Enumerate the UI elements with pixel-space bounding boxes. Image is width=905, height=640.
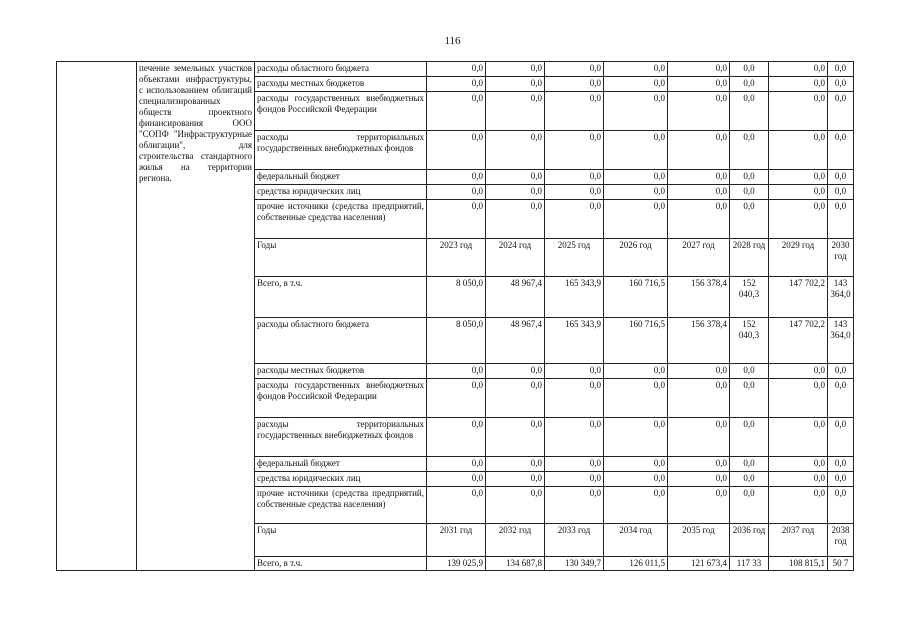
value-cell: 48 967,4 — [486, 318, 545, 364]
source-name: расходы областного бюджета — [255, 318, 427, 364]
year-cell: 2029 год — [769, 239, 828, 277]
value-cell: 0,0 — [545, 487, 604, 524]
value-cell: 0,0 — [730, 457, 769, 472]
value-cell: 0,0 — [730, 200, 769, 239]
value-cell: 0,0 — [604, 185, 668, 200]
value-cell: 0,0 — [668, 364, 730, 379]
year-cell: 2024 год — [486, 239, 545, 277]
value-cell: 0,0 — [486, 487, 545, 524]
value-cell: 0,0 — [427, 77, 486, 92]
value-cell: 0,0 — [427, 457, 486, 472]
table-row — [57, 62, 854, 77]
value-cell: 0,0 — [828, 487, 854, 524]
year-cell: 2026 год — [604, 239, 668, 277]
value-cell: 0,0 — [828, 170, 854, 185]
value-cell: 0,0 — [828, 92, 854, 131]
value-cell: 165 343,9 — [545, 277, 604, 318]
value-cell: 0,0 — [604, 457, 668, 472]
value-cell: 0,0 — [668, 185, 730, 200]
years-label: Годы — [255, 239, 427, 277]
value-cell: 0,0 — [730, 170, 769, 185]
value-cell: 0,0 — [730, 131, 769, 170]
value-cell: 126 011,5 — [604, 557, 668, 571]
value-cell: 134 687,8 — [486, 557, 545, 571]
year-cell: 2023 год — [427, 239, 486, 277]
value-cell: 0,0 — [545, 200, 604, 239]
source-name: расходы территориальных государственных внебюджетных фондов — [255, 418, 427, 457]
value-cell: 165 343,9 — [545, 318, 604, 364]
value-cell: 0,0 — [730, 92, 769, 131]
source-name: расходы государственных внебюджетных фондов Российской Федерации — [255, 379, 427, 418]
value-cell: 0,0 — [545, 77, 604, 92]
value-cell: 0,0 — [604, 170, 668, 185]
year-cell: 2037 год — [769, 524, 828, 557]
value-cell: 0,0 — [486, 379, 545, 418]
value-cell: 0,0 — [604, 200, 668, 239]
year-cell: 2035 год — [668, 524, 730, 557]
value-cell: 156 378,4 — [668, 277, 730, 318]
value-cell: 0,0 — [668, 131, 730, 170]
source-name: Всего, в т.ч. — [255, 277, 427, 318]
value-cell: 0,0 — [730, 379, 769, 418]
value-cell: 0,0 — [828, 457, 854, 472]
value-cell: 0,0 — [545, 457, 604, 472]
value-cell: 139 025,9 — [427, 557, 486, 571]
value-cell: 0,0 — [769, 364, 828, 379]
value-cell: 0,0 — [486, 131, 545, 170]
value-cell: 0,0 — [427, 200, 486, 239]
year-cell: 2038 год — [828, 524, 854, 557]
measure-description: печение земельных участков объектами инфраструктуры, с использованием облигаций специализированных обществ проектного финансирования ООО "СОПФ "Инфраструктурные облигации", для строительства стандартного жилья на территории региона. — [137, 62, 255, 571]
value-cell: 0,0 — [604, 77, 668, 92]
value-cell: 48 967,4 — [486, 277, 545, 318]
value-cell: 0,0 — [668, 472, 730, 487]
value-cell: 0,0 — [828, 472, 854, 487]
value-cell: 0,0 — [769, 200, 828, 239]
value-cell: 0,0 — [668, 170, 730, 185]
value-cell: 0,0 — [427, 185, 486, 200]
year-cell: 2028 год — [730, 239, 769, 277]
value-cell: 0,0 — [427, 418, 486, 457]
source-name: прочие источники (средства предприятий, собственные средства населения) — [255, 200, 427, 239]
value-cell: 0,0 — [730, 418, 769, 457]
value-cell: 152 040,3 — [730, 318, 769, 364]
value-cell: 0,0 — [769, 379, 828, 418]
value-cell: 0,0 — [769, 418, 828, 457]
value-cell: 0,0 — [769, 92, 828, 131]
value-cell: 0,0 — [427, 131, 486, 170]
value-cell: 0,0 — [427, 170, 486, 185]
value-cell: 0,0 — [545, 472, 604, 487]
value-cell: 0,0 — [486, 472, 545, 487]
value-cell: 143 364,0 — [828, 277, 854, 318]
source-name: расходы областного бюджета — [255, 62, 427, 77]
value-cell: 0,0 — [486, 62, 545, 77]
value-cell: 0,0 — [828, 364, 854, 379]
value-cell: 0,0 — [668, 379, 730, 418]
source-name: прочие источники (средства предприятий, собственные средства населения) — [255, 487, 427, 524]
value-cell: 0,0 — [769, 131, 828, 170]
source-name: федеральный бюджет — [255, 170, 427, 185]
value-cell: 0,0 — [730, 62, 769, 77]
value-cell: 143 364,0 — [828, 318, 854, 364]
year-cell: 2027 год — [668, 239, 730, 277]
value-cell: 0,0 — [604, 131, 668, 170]
year-cell: 2032 год — [486, 524, 545, 557]
value-cell: 0,0 — [668, 418, 730, 457]
value-cell: 0,0 — [427, 472, 486, 487]
value-cell: 0,0 — [545, 418, 604, 457]
value-cell: 0,0 — [604, 487, 668, 524]
value-cell: 0,0 — [545, 62, 604, 77]
value-cell: 0,0 — [486, 92, 545, 131]
value-cell: 0,0 — [604, 418, 668, 457]
value-cell: 0,0 — [545, 131, 604, 170]
value-cell: 0,0 — [730, 77, 769, 92]
source-name: Всего, в т.ч. — [255, 557, 427, 571]
value-cell: 0,0 — [427, 364, 486, 379]
source-name: средства юридических лиц — [255, 472, 427, 487]
value-cell: 121 673,4 — [668, 557, 730, 571]
value-cell: 0,0 — [828, 200, 854, 239]
year-cell: 2031 год — [427, 524, 486, 557]
value-cell: 160 716,5 — [604, 277, 668, 318]
value-cell: 0,0 — [769, 185, 828, 200]
value-cell: 0,0 — [427, 487, 486, 524]
source-name: расходы территориальных государственных внебюджетных фондов — [255, 131, 427, 170]
value-cell: 0,0 — [427, 92, 486, 131]
value-cell: 0,0 — [545, 364, 604, 379]
value-cell: 0,0 — [486, 200, 545, 239]
year-cell: 2030 год — [828, 239, 854, 277]
value-cell: 0,0 — [769, 77, 828, 92]
value-cell: 0,0 — [730, 364, 769, 379]
value-cell: 0,0 — [730, 185, 769, 200]
number-cell — [57, 62, 137, 571]
value-cell: 0,0 — [828, 418, 854, 457]
value-cell: 0,0 — [486, 185, 545, 200]
value-cell: 0,0 — [545, 379, 604, 418]
source-name: расходы государственных внебюджетных фондов Российской Федерации — [255, 92, 427, 131]
year-cell: 2033 год — [545, 524, 604, 557]
value-cell: 0,0 — [427, 379, 486, 418]
value-cell: 0,0 — [604, 379, 668, 418]
value-cell: 0,0 — [668, 457, 730, 472]
value-cell: 0,0 — [668, 92, 730, 131]
source-name: средства юридических лиц — [255, 185, 427, 200]
value-cell: 0,0 — [604, 364, 668, 379]
value-cell: 152 040,3 — [730, 277, 769, 318]
value-cell: 0,0 — [769, 472, 828, 487]
value-cell: 0,0 — [668, 200, 730, 239]
value-cell: 0,0 — [668, 77, 730, 92]
value-cell: 0,0 — [668, 487, 730, 524]
value-cell: 0,0 — [828, 77, 854, 92]
value-cell: 147 702,2 — [769, 277, 828, 318]
value-cell: 8 050,0 — [427, 318, 486, 364]
year-cell: 2025 год — [545, 239, 604, 277]
value-cell: 0,0 — [769, 457, 828, 472]
value-cell: 0,0 — [486, 457, 545, 472]
value-cell: 0,0 — [545, 185, 604, 200]
value-cell: 0,0 — [486, 418, 545, 457]
value-cell: 117 33 — [730, 557, 769, 571]
value-cell: 0,0 — [427, 62, 486, 77]
source-name: расходы местных бюджетов — [255, 77, 427, 92]
value-cell: 0,0 — [604, 472, 668, 487]
value-cell: 0,0 — [486, 170, 545, 185]
value-cell: 0,0 — [545, 170, 604, 185]
source-name: расходы местных бюджетов — [255, 364, 427, 379]
value-cell: 0,0 — [769, 487, 828, 524]
value-cell: 50 7 — [828, 557, 854, 571]
year-cell: 2036 год — [730, 524, 769, 557]
value-cell: 0,0 — [828, 379, 854, 418]
value-cell: 0,0 — [730, 472, 769, 487]
value-cell: 0,0 — [668, 62, 730, 77]
value-cell: 0,0 — [604, 92, 668, 131]
source-name: федеральный бюджет — [255, 457, 427, 472]
value-cell: 130 349,7 — [545, 557, 604, 571]
value-cell: 8 050,0 — [427, 277, 486, 318]
value-cell: 0,0 — [486, 77, 545, 92]
value-cell: 0,0 — [486, 364, 545, 379]
value-cell: 147 702,2 — [769, 318, 828, 364]
financing-table — [56, 61, 854, 571]
value-cell: 0,0 — [828, 131, 854, 170]
value-cell: 160 716,5 — [604, 318, 668, 364]
value-cell: 0,0 — [769, 170, 828, 185]
page-number: 116 — [444, 35, 461, 47]
value-cell: 0,0 — [545, 92, 604, 131]
value-cell: 0,0 — [769, 62, 828, 77]
value-cell: 0,0 — [604, 62, 668, 77]
value-cell: 0,0 — [730, 487, 769, 524]
year-cell: 2034 год — [604, 524, 668, 557]
value-cell: 0,0 — [828, 185, 854, 200]
years-label: Годы — [255, 524, 427, 557]
value-cell: 156 378,4 — [668, 318, 730, 364]
value-cell: 108 815,1 — [769, 557, 828, 571]
value-cell: 0,0 — [828, 62, 854, 77]
